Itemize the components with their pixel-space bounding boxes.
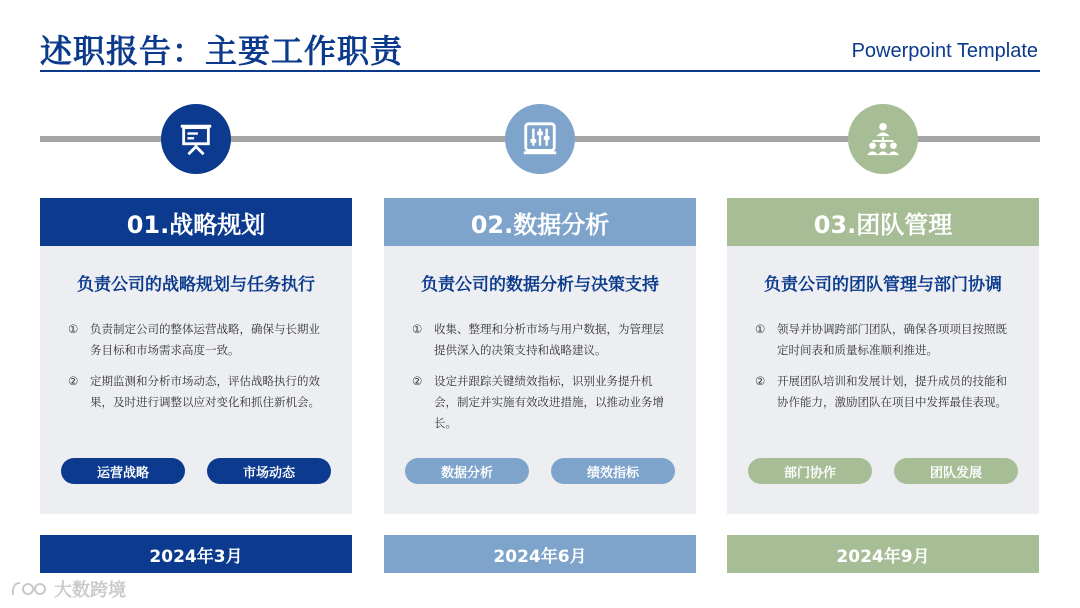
header-divider (40, 70, 1040, 72)
sliders-panel-icon (521, 120, 559, 158)
date-label-1: 2024年3月 (40, 535, 352, 573)
card-heading: 03.团队管理 (727, 198, 1039, 246)
card-subheading: 负责公司的数据分析与决策支持 (421, 275, 659, 295)
watermark-logo-icon (10, 579, 50, 599)
team-hierarchy-icon (864, 120, 902, 158)
card-heading: 02.数据分析 (384, 198, 696, 246)
timeline-node-1 (161, 104, 231, 174)
list-item: ② 设定并跟踪关键绩效指标，识别业务提升机会，制定并实施有效改进措施，以推动业务增长。 (412, 374, 664, 430)
timeline-node-2 (505, 104, 575, 174)
card-subheading: 负责公司的团队管理与部门协调 (764, 275, 1002, 295)
tag-department-collaboration[interactable]: 部门协作 (748, 458, 872, 484)
tag-market-dynamics[interactable]: 市场动态 (207, 458, 331, 484)
page-subtitle: Powerpoint Template (851, 40, 1038, 62)
list-item: ① 收集、整理和分析市场与用户数据，为管理层提供深入的决策支持和战略建议。 (412, 322, 664, 357)
date-label-2: 2024年6月 (384, 535, 696, 573)
watermark-text: 大数跨境 (54, 580, 126, 601)
list-item: ② 定期监测和分析市场动态，评估战略执行的效果，及时进行调整以应对变化和抓住新机会。 (68, 374, 320, 409)
tag-team-development[interactable]: 团队发展 (894, 458, 1018, 484)
watermark (10, 576, 126, 602)
page-title: 述职报告：主要工作职责 (40, 32, 404, 70)
list-item: ① 负责制定公司的整体运营战略，确保与长期业务目标和市场需求高度一致。 (68, 322, 320, 357)
date-label-3: 2024年9月 (727, 535, 1039, 573)
list-item: ① 领导并协调跨部门团队，确保各项项目按照既定时间表和质量标准顺利推进。 (755, 322, 1007, 357)
presentation-board-icon (177, 120, 215, 158)
timeline-node-3 (848, 104, 918, 174)
card-strategy (40, 198, 352, 514)
tag-kpi[interactable]: 绩效指标 (551, 458, 675, 484)
card-team-management (727, 198, 1039, 514)
tag-operation-strategy[interactable]: 运营战略 (61, 458, 185, 484)
card-subheading: 负责公司的战略规划与任务执行 (77, 275, 315, 295)
list-item: ② 开展团队培训和发展计划，提升成员的技能和协作能力，激励团队在项目中发挥最佳表现。 (755, 374, 1007, 409)
tag-data-analysis[interactable]: 数据分析 (405, 458, 529, 484)
card-data-analysis (384, 198, 696, 514)
card-heading: 01.战略规划 (40, 198, 352, 246)
